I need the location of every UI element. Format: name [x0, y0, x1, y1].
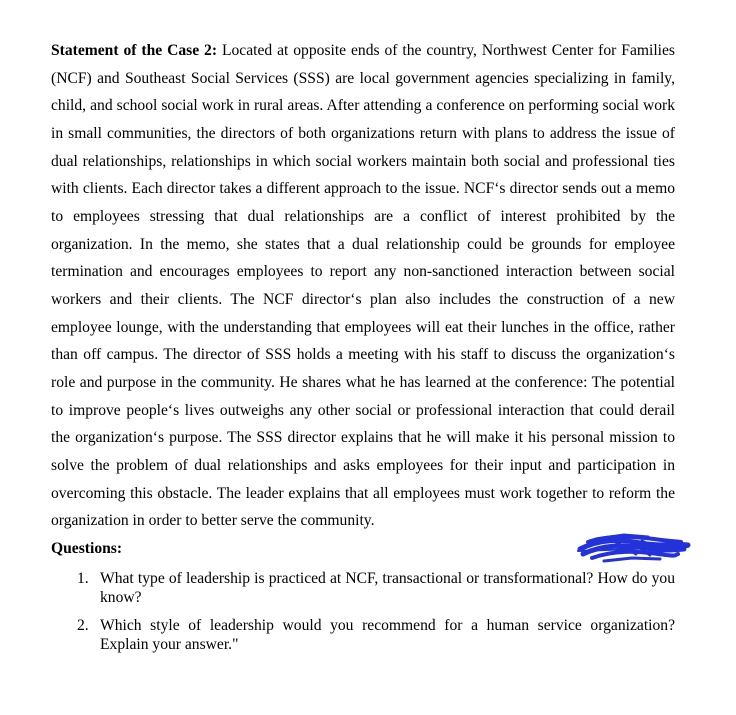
redaction-scribble	[574, 530, 692, 566]
document-page	[51, 37, 675, 664]
case-statement	[51, 37, 675, 535]
question-number: 1.	[77, 570, 89, 588]
questions-list	[51, 570, 675, 654]
case-label: Statement of the Case 2:	[51, 42, 218, 59]
case-body: Located at opposite ends of the country, Northwest Center for Families (NCF) and Southeast Social Services (SSS) are local government agencies specializing in family, child, and school social work in rural areas. After attending a conference on performing social work in small communities, the directors of both organizations return with plans to address the issue of dual relationships, relationships in which social workers maintain both social and professional ties with clients. Each director takes a different approach to the issue. NCF‘s director sends out a memo to employees stressing that dual relationships are a conflict of interest prohibited by the organization. In the memo, she states that a dual relationship could be grounds for employee termination and encourages employees to report any non-sanctioned interaction between social workers and their clients. The NCF director‘s plan also includes the construction of a new employee lounge, with the understanding that employees will eat their lunches in the office, rather than off campus. The director of SSS holds a meeting with his staff to discuss the organization‘s role and purpose in the community. He shares what he has learned at the conference: The potential to improve people‘s lives outweighs any other social or professional interaction that could derail the organization‘s purpose. The SSS director explains that he will make it his personal mission to solve the problem of dual relationships and asks employees for their input and participation in overcoming this obstacle. The leader explains that all employees must work together to reform the organization in order to better serve the community.	[51, 42, 675, 530]
question-number: 2.	[77, 617, 89, 635]
question-item	[51, 617, 675, 654]
question-text: What type of leadership is practiced at NCF, transactional or transformational? How do you know?	[100, 570, 675, 606]
question-text: Which style of leadership would you recommend for a human service organization? Explain your answer."	[100, 617, 675, 653]
question-item	[51, 570, 675, 607]
questions-heading: Questions:	[51, 539, 123, 557]
